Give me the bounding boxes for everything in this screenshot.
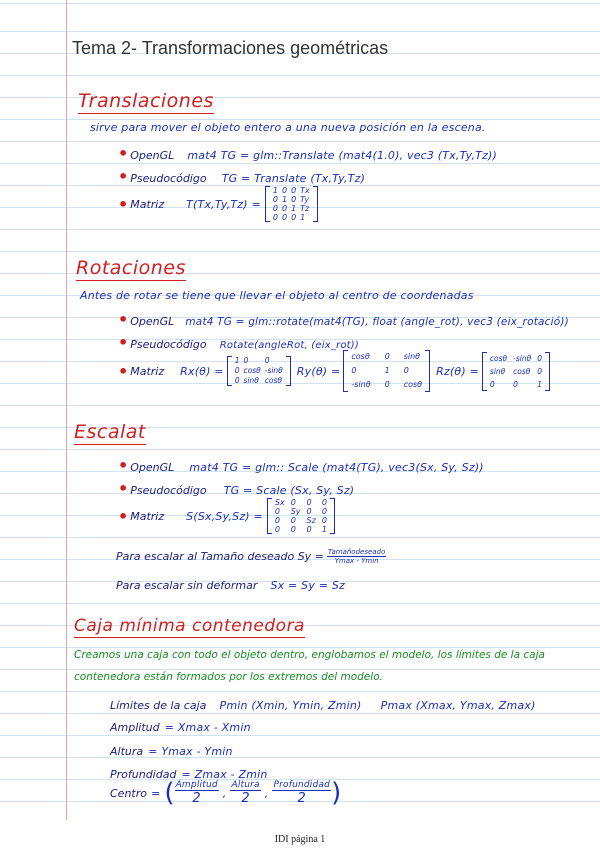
opengl-code: mat4 TG = glm:: Scale (mat4(TG), vec3(Sx, Sy, Sz)) — [189, 461, 484, 474]
scale-fraction — [327, 548, 386, 565]
scale-note-text: Para escalar sin deformar — [116, 579, 258, 592]
matrix-cell: Tx — [300, 186, 310, 195]
centro-eq: = — [151, 786, 161, 800]
matrix-cell: sinθ — [489, 366, 506, 376]
heading-escalat: Escalat — [74, 421, 146, 443]
matrix-cell: 0 — [489, 379, 495, 389]
rotation-intro: Antes de rotar se tiene que llevar el objeto al centro de coordenadas — [80, 289, 474, 302]
opengl-label: OpenGL — [130, 149, 175, 162]
matrix-cell: Tz — [300, 204, 310, 213]
matrix-cell: 0 — [306, 498, 312, 507]
matrix-cell: 0 — [306, 507, 312, 516]
matrix-cell: 0 — [234, 376, 240, 385]
matrix-cell: 0 — [321, 516, 327, 525]
bullet-dot: • — [118, 506, 129, 526]
scale-note-1 — [116, 548, 386, 565]
scale-matrix-row — [118, 498, 335, 534]
left-paren: ( — [164, 778, 175, 808]
bullet-dot: • — [118, 167, 129, 186]
matrix-cell: sinθ — [243, 376, 259, 385]
scale-matrix — [267, 498, 335, 534]
bullet-dot: • — [118, 361, 129, 381]
bullet-dot: • — [118, 310, 129, 329]
pmax: Pmax (Xmax, Ymax, Zmax) — [380, 699, 536, 712]
rz-matrix — [482, 352, 550, 391]
matrix-cell: 0 — [290, 525, 296, 534]
pseudo-code: TG = Scale (Sx, Sy, Sz) — [223, 484, 355, 497]
bbox-altura-row — [110, 740, 233, 759]
bullet-dot: • — [118, 333, 129, 352]
matrix-cell: 1 — [234, 356, 240, 365]
page-title: Tema 2- Transformaciones geométricas — [72, 38, 389, 58]
matrix-cell: Sz — [306, 516, 316, 525]
opengl-code: mat4 TG = glm::Translate (mat4(1.0), vec3 (Tx,Ty,Tz)) — [187, 149, 498, 162]
bbox-intro-2: contenedora están formados por los extremos del modelo. — [74, 671, 383, 683]
matrix-cell: 0 — [291, 186, 297, 195]
matrix-cell: -sinθ — [351, 380, 371, 389]
bbox-centro-row — [110, 778, 341, 808]
pmin: Pmin (Xmin, Ymin, Zmin) — [219, 699, 362, 712]
matrix-label: Matriz — [130, 364, 165, 378]
translation-matrix-row — [118, 186, 318, 222]
matrix-lhs: S(Sx,Sy,Sz) = — [186, 509, 263, 523]
matrix-cell: 0 — [321, 498, 327, 507]
matrix-cell: cosθ — [243, 366, 261, 375]
profundidad-label: Profundidad — [110, 768, 177, 781]
opengl-label: OpenGL — [130, 315, 175, 328]
matrix-cell: -sinθ — [264, 366, 283, 375]
matrix-cell: 0 — [272, 204, 278, 213]
bullet-dot: • — [118, 194, 129, 214]
matrix-cell: 0 — [290, 516, 296, 525]
bullet-dot: • — [118, 144, 129, 163]
matrix-cell: 0 — [274, 516, 280, 525]
matrix-cell: 0 — [291, 213, 297, 222]
matrix-cell: 0 — [537, 353, 542, 363]
fraction-denominator: 2 — [297, 791, 307, 806]
page-footer: IDI página 1 — [274, 834, 326, 845]
ry-matrix — [343, 350, 430, 392]
matrix-cell: 0 — [274, 525, 280, 534]
opengl-code: mat4 TG = glm::rotate(mat4(TG), float (angle_rot), vec3 (eix_rotació)) — [185, 316, 569, 328]
bbox-amplitud-row — [110, 716, 251, 735]
opengl-label: OpenGL — [130, 461, 175, 474]
matrix-cell: cosθ — [513, 366, 531, 376]
translation-opengl-row — [118, 144, 497, 163]
matrix-cell: 0 — [281, 186, 288, 195]
bbox-intro-1: Creamos una caja con todo el objeto dentro, englobamos el modelo, los límites de la caja — [74, 649, 545, 661]
pseudo-label: Pseudocódigo — [130, 484, 207, 497]
matrix-lhs: T(Tx,Ty,Tz) = — [186, 197, 261, 211]
pseudo-label: Pseudocódigo — [130, 338, 207, 351]
rx-matrix — [227, 356, 291, 386]
rotation-opengl-row — [118, 310, 569, 329]
matrix-cell: 0 — [291, 195, 297, 204]
matrix-cell: 1 — [300, 213, 306, 222]
rx-lhs: Rx(θ) = — [180, 364, 224, 378]
pseudo-code: Rotate(angleRot, (eix_rot)) — [219, 340, 359, 351]
matrix-cell: cosθ — [264, 376, 282, 385]
bullet-dot: • — [118, 479, 129, 498]
matrix-cell: 1 — [272, 186, 278, 195]
scale-note-eq: Sx = Sy = Sz — [270, 579, 346, 592]
heading-caja-minima: Caja mínima contenedora — [74, 616, 305, 636]
matrix-cell: 1 — [321, 525, 327, 534]
rz-lhs: Rz(θ) = — [436, 364, 479, 378]
matrix-cell: 0 — [351, 366, 357, 375]
matrix-cell: 0 — [290, 498, 296, 507]
matrix-cell: 0 — [384, 352, 390, 361]
matrix-cell: 0 — [321, 507, 327, 516]
matrix-cell: sinθ — [403, 352, 421, 361]
scale-note-2 — [116, 574, 345, 593]
comma: , — [222, 786, 227, 800]
translation-pseudo-row — [118, 167, 365, 186]
matrix-cell: Sy — [290, 507, 301, 516]
matrix-cell: 0 — [274, 507, 280, 516]
matrix-cell: 0 — [281, 213, 288, 222]
matrix-cell: 1 — [291, 204, 297, 213]
altura-eq: = Ymax - Ymin — [148, 745, 233, 758]
matrix-cell: Sx — [274, 498, 285, 507]
matrix-cell: 1 — [281, 195, 288, 204]
matrix-cell: 0 — [234, 366, 240, 375]
matrix-cell: 0 — [264, 356, 270, 365]
centro-fraction-x — [175, 780, 219, 806]
profundidad-eq: = Zmax - Zmin — [181, 768, 268, 781]
heading-rotaciones: Rotaciones — [76, 257, 186, 279]
matrix-cell: 0 — [403, 366, 409, 375]
matrix-cell: 0 — [272, 195, 278, 204]
heading-translaciones: Translaciones — [78, 90, 214, 112]
right-paren: ) — [331, 778, 342, 808]
matrix-cell: 0 — [281, 204, 288, 213]
bullet-dot: • — [118, 456, 129, 475]
matrix-cell: -sinθ — [513, 353, 532, 363]
translation-intro: sirve para mover el objeto entero a una nueva posición en la escena. — [90, 121, 486, 134]
matrix-cell: cosθ — [489, 353, 508, 363]
pseudo-code: TG = Translate (Tx,Ty,Tz) — [221, 172, 366, 185]
fraction-denominator: 2 — [192, 791, 201, 806]
translation-matrix — [265, 186, 318, 222]
bbox-limits-row — [110, 694, 536, 713]
matrix-cell: 1 — [384, 366, 390, 375]
matrix-cell: cosθ — [351, 352, 370, 361]
matrix-cell: 0 — [306, 525, 312, 534]
matrix-cell: 0 — [513, 379, 518, 389]
matrix-label: Matriz — [130, 509, 165, 523]
centro-label: Centro — [110, 786, 147, 800]
ry-lhs: Ry(θ) = — [296, 364, 341, 378]
fraction-denominator: Ymax - Ymin — [334, 557, 379, 565]
scale-opengl-row — [118, 456, 484, 475]
fraction-numerator: Altura — [231, 780, 260, 790]
matrix-cell: cosθ — [403, 380, 423, 389]
fraction-numerator: Tamañodeseado — [327, 548, 386, 556]
matrix-cell: 1 — [537, 379, 542, 389]
scale-note-text: Para escalar al Tamaño deseado Sy = — [116, 550, 324, 563]
amplitud-eq: = Xmax - Xmin — [164, 721, 251, 734]
scale-pseudo-row — [118, 479, 354, 498]
fraction-numerator: Profundidad — [273, 780, 331, 790]
matrix-cell: 0 — [272, 213, 278, 222]
altura-label: Altura — [110, 745, 144, 758]
fraction-denominator: 2 — [241, 791, 250, 806]
matrix-cell: Ty — [300, 195, 310, 204]
limits-label: Límites de la caja — [110, 699, 207, 712]
amplitud-label: Amplitud — [110, 721, 160, 734]
fraction-numerator: Amplitud — [175, 780, 218, 790]
pseudo-label: Pseudocódigo — [130, 172, 207, 185]
matrix-label: Matriz — [130, 197, 165, 211]
matrix-cell: 0 — [537, 366, 542, 376]
matrix-cell: 0 — [243, 356, 249, 365]
centro-fraction-y — [230, 780, 260, 806]
rotation-matrix-row — [118, 350, 550, 392]
margin-line — [66, 0, 67, 820]
matrix-cell: 0 — [384, 380, 390, 389]
comma: , — [264, 786, 269, 800]
centro-fraction-z — [272, 780, 331, 806]
